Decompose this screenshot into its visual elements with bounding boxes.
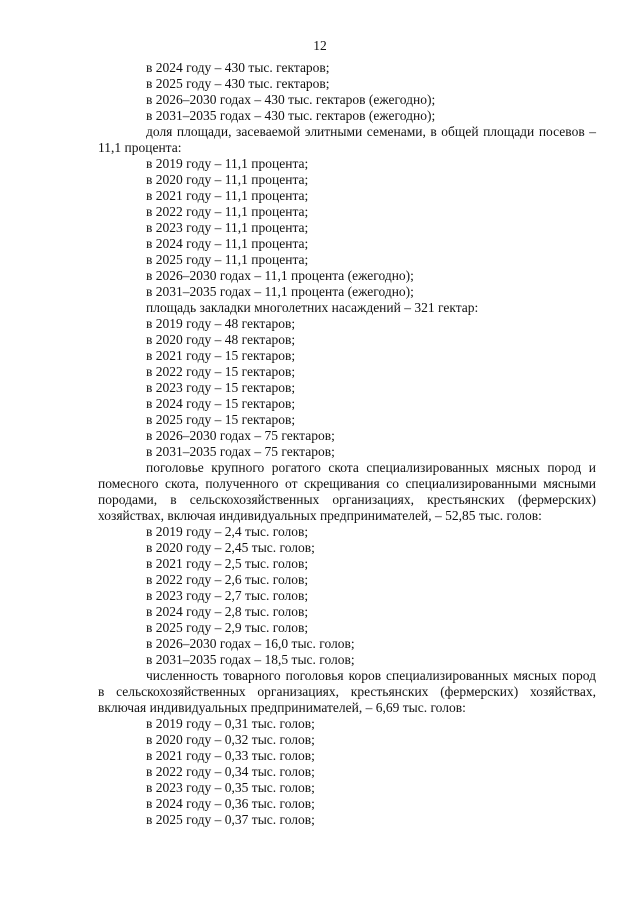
list-line: в 2020 году – 0,32 тыс. голов; <box>146 732 315 747</box>
list-line: в 2022 году – 2,6 тыс. голов; <box>146 572 309 587</box>
paragraph: поголовье крупного рогатого скота специализированных мясных пород и помесного скота, полученного от скрещивания со специализированными мясными породами, в сельскохозяйственных организациях, крестьянских (фермерских) хозяйствах, включая индивидуальных предпринимателей, – 52,85 тыс. голов: <box>98 460 596 523</box>
list-line: в 2019 году – 48 гектаров; <box>146 316 296 331</box>
list-line: в 2023 году – 15 гектаров; <box>146 380 296 395</box>
list-line: в 2021 году – 11,1 процента; <box>146 188 309 203</box>
list-line: в 2031–2035 годах – 11,1 процента (ежегодно); <box>146 284 414 299</box>
list-line: в 2020 году – 2,45 тыс. голов; <box>146 540 315 555</box>
paragraph: численность товарного поголовья коров специализированных мясных пород в сельскохозяйственных организациях, крестьянских (фермерских) хозяйствах, включая индивидуальных предпринимателей, – 6,69 тыс. голов: <box>98 668 596 715</box>
list-line: в 2024 году – 2,8 тыс. голов; <box>146 604 309 619</box>
list-line: в 2031–2035 годах – 430 тыс. гектаров (ежегодно); <box>146 108 436 123</box>
document-body <box>98 60 596 828</box>
list-line: в 2019 году – 0,31 тыс. голов; <box>146 716 315 731</box>
page-number: 12 <box>313 38 327 53</box>
list-line: площадь закладки многолетних насаждений – 321 гектар: <box>146 300 479 315</box>
list-line: в 2020 году – 11,1 процента; <box>146 172 309 187</box>
list-line: в 2026–2030 годах – 16,0 тыс. голов; <box>146 636 355 651</box>
list-line: в 2022 году – 0,34 тыс. голов; <box>146 764 315 779</box>
list-line: в 2023 году – 2,7 тыс. голов; <box>146 588 309 603</box>
list-line: в 2022 году – 11,1 процента; <box>146 204 309 219</box>
list-line: в 2026–2030 годах – 11,1 процента (ежегодно); <box>146 268 414 283</box>
list-line: в 2021 году – 2,5 тыс. голов; <box>146 556 309 571</box>
paragraph: доля площади, засеваемой элитными семенами, в общей площади посевов – 11,1 процента: <box>98 124 596 155</box>
list-line: в 2025 году – 15 гектаров; <box>146 412 296 427</box>
list-line: в 2024 году – 430 тыс. гектаров; <box>146 60 330 75</box>
list-line: в 2024 году – 11,1 процента; <box>146 236 309 251</box>
list-line: в 2026–2030 годах – 75 гектаров; <box>146 428 335 443</box>
list-line: в 2021 году – 0,33 тыс. голов; <box>146 748 315 763</box>
list-line: в 2024 году – 0,36 тыс. голов; <box>146 796 315 811</box>
list-line: в 2024 году – 15 гектаров; <box>146 396 296 411</box>
list-line: в 2020 году – 48 гектаров; <box>146 332 296 347</box>
list-line: в 2021 году – 15 гектаров; <box>146 348 296 363</box>
list-line: в 2023 году – 0,35 тыс. голов; <box>146 780 315 795</box>
list-line: в 2025 году – 0,37 тыс. голов; <box>146 812 315 827</box>
list-line: в 2025 году – 430 тыс. гектаров; <box>146 76 330 91</box>
list-line: в 2025 году – 11,1 процента; <box>146 252 309 267</box>
list-line: в 2023 году – 11,1 процента; <box>146 220 309 235</box>
list-line: в 2025 году – 2,9 тыс. голов; <box>146 620 309 635</box>
list-line: в 2019 году – 2,4 тыс. голов; <box>146 524 309 539</box>
list-line: в 2019 году – 11,1 процента; <box>146 156 309 171</box>
list-line: в 2022 году – 15 гектаров; <box>146 364 296 379</box>
list-line: в 2031–2035 годах – 18,5 тыс. голов; <box>146 652 355 667</box>
list-line: в 2026–2030 годах – 430 тыс. гектаров (ежегодно); <box>146 92 436 107</box>
list-line: в 2031–2035 годах – 75 гектаров; <box>146 444 335 459</box>
